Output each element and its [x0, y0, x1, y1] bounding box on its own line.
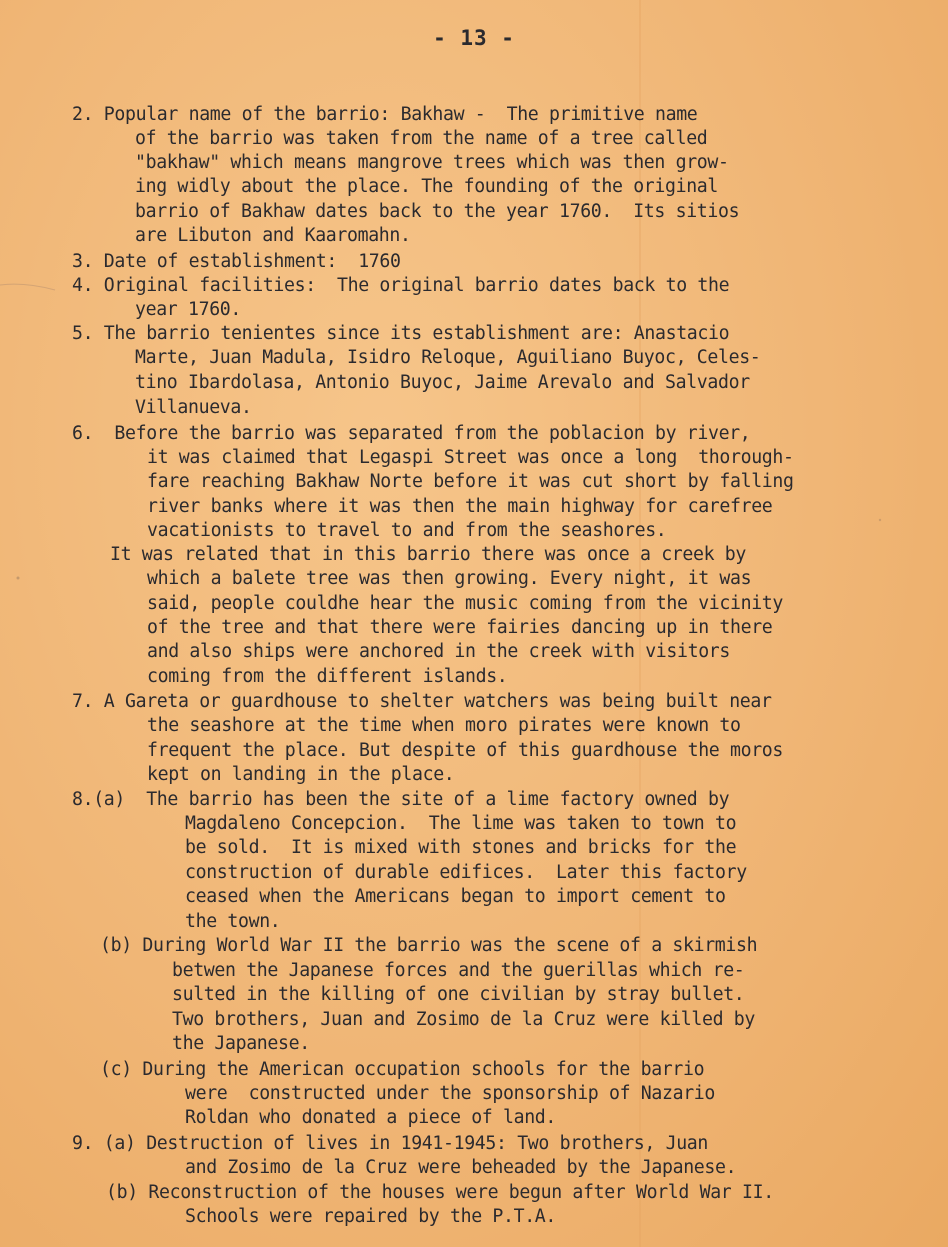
text-line: Roldan who donated a piece of land. [185, 1107, 556, 1128]
text-line: (b) Reconstruction of the houses were begun after World War II. [106, 1182, 774, 1203]
text-line: frequent the place. But despite of this guardhouse the moros [147, 740, 783, 761]
text-line: ing widly about the place. The founding of the original [135, 176, 718, 197]
text-line: were constructed under the sponsorship of Nazario [185, 1083, 715, 1104]
text-line: sulted in the killing of one civilian by stray bullet. [172, 984, 745, 1005]
text-line: kept on landing in the place. [147, 764, 455, 785]
text-line: Villanueva. [135, 397, 252, 418]
text-line: are Libuton and Kaaromahn. [135, 225, 411, 246]
text-line: Magdaleno Concepcion. The lime was taken to town to [185, 813, 737, 834]
text-line: 5. The barrio tenientes since its establishment are: Anastacio [72, 323, 730, 344]
text-line: Schools were repaired by the P.T.A. [185, 1206, 556, 1227]
text-line: 6. Before the barrio was separated from the poblacion by river, [72, 423, 751, 444]
text-line: Two brothers, Juan and Zosimo de la Cruz were killed by [172, 1009, 755, 1030]
text-line: which a balete tree was then growing. Every night, it was [147, 568, 752, 589]
text-line: (b) During World War II the barrio was the scene of a skirmish [100, 935, 758, 956]
text-line: construction of durable edifices. Later this factory [185, 862, 747, 883]
text-line: fare reaching Bakhaw Norte before it was cut short by falling [147, 471, 794, 492]
text-line: the town. [185, 911, 281, 932]
text-line: and also ships were anchored in the creek with visitors [147, 641, 730, 662]
text-line: barrio of Bakhaw dates back to the year 1760. Its sitios [135, 201, 740, 222]
text-line: 9. (a) Destruction of lives in 1941-1945: Two brothers, Juan [72, 1133, 708, 1154]
text-line: It was related that in this barrio there was once a creek by [110, 544, 746, 565]
text-line: Marte, Juan Madula, Isidro Reloque, Aguiliano Buyoc, Celes- [135, 347, 761, 368]
text-line: 2. Popular name of the barrio: Bakhaw - The primitive name [72, 104, 698, 125]
text-line: 7. A Gareta or guardhouse to shelter watchers was being built near [72, 691, 772, 712]
text-line: betwen the Japanese forces and the guerillas which re- [172, 960, 745, 981]
text-line: river banks where it was then the main highway for carefree [147, 496, 773, 517]
text-line: be sold. It is mixed with stones and bricks for the [185, 837, 737, 858]
text-line: vacationists to travel to and from the seashores. [147, 520, 667, 541]
text-line: coming from the different islands. [147, 666, 508, 687]
text-line: and Zosimo de la Cruz were beheaded by the Japanese. [185, 1157, 737, 1178]
text-line: "bakhaw" which means mangrove trees which was then grow- [135, 152, 729, 173]
text-line: tino Ibardolasa, Antonio Buyoc, Jaime Arevalo and Salvador [135, 372, 750, 393]
text-line: the seashore at the time when moro pirates were known to [147, 715, 741, 736]
page-number: - 13 - [433, 26, 515, 50]
text-line: year 1760. [135, 299, 241, 320]
text-line: of the barrio was taken from the name of a tree called [135, 128, 708, 149]
text-line: 8.(a) The barrio has been the site of a lime factory owned by [72, 789, 730, 810]
text-line: said, people couldhe hear the music coming from the vicinity [147, 593, 783, 614]
text-line: (c) During the American occupation schools for the barrio [100, 1059, 705, 1080]
text-line: it was claimed that Legaspi Street was once a long thorough- [147, 447, 794, 468]
text-line: ceased when the Americans began to import cement to [185, 886, 726, 907]
text-line: the Japanese. [172, 1033, 310, 1054]
text-line: 3. Date of establishment: 1760 [72, 251, 401, 272]
text-line: of the tree and that there were fairies dancing up in there [147, 617, 773, 638]
text-line: 4. Original facilities: The original barrio dates back to the [72, 275, 730, 296]
